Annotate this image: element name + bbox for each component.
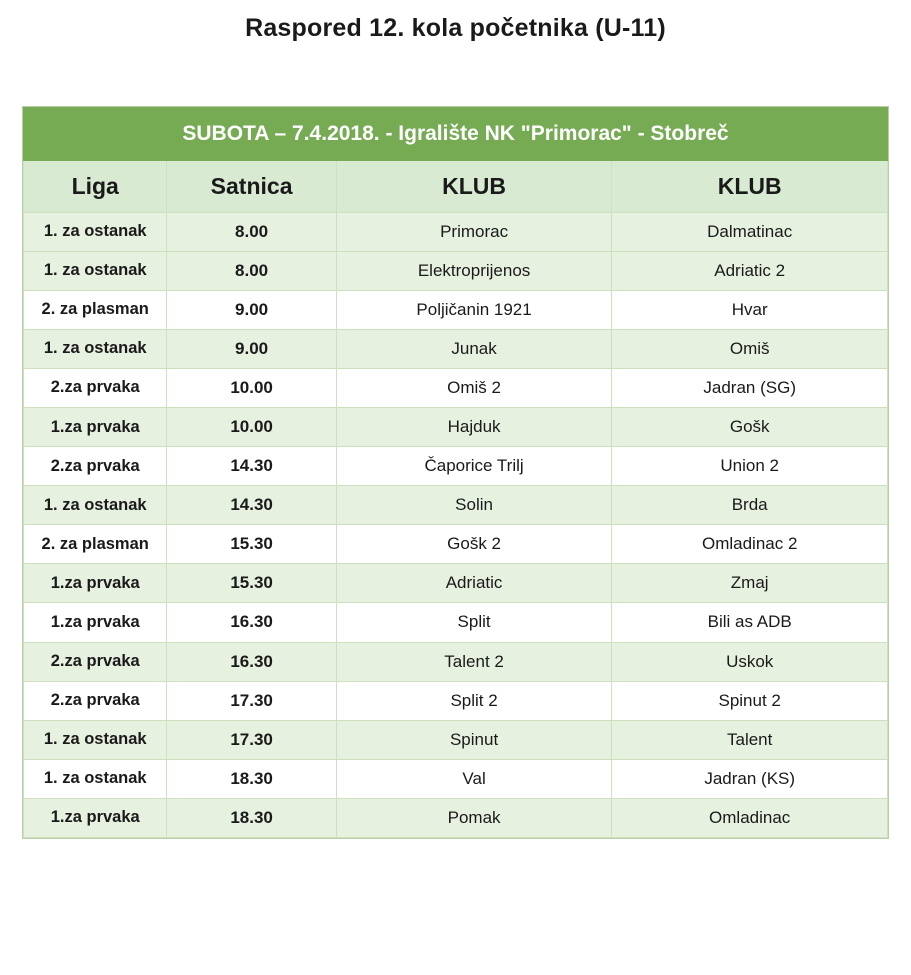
cell-klub-away: Spinut 2: [612, 681, 888, 720]
cell-klub-away: Omladinac 2: [612, 525, 888, 564]
cell-liga: 2.za prvaka: [24, 681, 167, 720]
cell-klub-away: Brda: [612, 486, 888, 525]
cell-klub-home: Split 2: [336, 681, 612, 720]
table-row: [24, 642, 888, 681]
cell-klub-home: Omiš 2: [336, 369, 612, 408]
table-row: [24, 408, 888, 447]
cell-liga: 1. za ostanak: [24, 330, 167, 369]
cell-klub-away: Jadran (KS): [612, 759, 888, 798]
cell-satnica: 16.30: [167, 603, 336, 642]
cell-klub-home: Solin: [336, 486, 612, 525]
table-row: [24, 525, 888, 564]
cell-klub-away: Zmaj: [612, 564, 888, 603]
schedule-banner: SUBOTA – 7.4.2018. - Igralište NK "Primorac" - Stobreč: [24, 108, 888, 161]
cell-satnica: 14.30: [167, 447, 336, 486]
cell-klub-away: Omladinac: [612, 798, 888, 837]
cell-satnica: 8.00: [167, 252, 336, 291]
cell-klub-home: Split: [336, 603, 612, 642]
cell-klub-away: Dalmatinac: [612, 213, 888, 252]
cell-liga: 1. za ostanak: [24, 486, 167, 525]
column-header-klub-home: KLUB: [336, 161, 612, 213]
table-row: [24, 759, 888, 798]
cell-liga: 1. za ostanak: [24, 720, 167, 759]
cell-liga: 1. za ostanak: [24, 759, 167, 798]
cell-satnica: 10.00: [167, 369, 336, 408]
table-row: [24, 603, 888, 642]
cell-liga: 2. za plasman: [24, 291, 167, 330]
table-row: [24, 681, 888, 720]
cell-klub-home: Pomak: [336, 798, 612, 837]
cell-liga: 1.za prvaka: [24, 564, 167, 603]
cell-klub-away: Talent: [612, 720, 888, 759]
cell-liga: 2.za prvaka: [24, 369, 167, 408]
cell-liga: 1. za ostanak: [24, 213, 167, 252]
cell-klub-home: Gošk 2: [336, 525, 612, 564]
cell-klub-home: Val: [336, 759, 612, 798]
cell-klub-home: Primorac: [336, 213, 612, 252]
table-row: [24, 369, 888, 408]
table-row: [24, 213, 888, 252]
cell-klub-home: Elektroprijenos: [336, 252, 612, 291]
schedule-banner-row: [24, 108, 888, 161]
cell-klub-home: Spinut: [336, 720, 612, 759]
cell-klub-home: Čaporice Trilj: [336, 447, 612, 486]
schedule-table: [23, 107, 888, 838]
cell-klub-away: Gošk: [612, 408, 888, 447]
cell-satnica: 16.30: [167, 642, 336, 681]
cell-liga: 1. za ostanak: [24, 252, 167, 291]
cell-satnica: 9.00: [167, 291, 336, 330]
cell-liga: 1.za prvaka: [24, 408, 167, 447]
cell-satnica: 8.00: [167, 213, 336, 252]
cell-satnica: 18.30: [167, 798, 336, 837]
table-row: [24, 564, 888, 603]
table-row: [24, 486, 888, 525]
cell-satnica: 17.30: [167, 681, 336, 720]
table-row: [24, 252, 888, 291]
cell-liga: 1.za prvaka: [24, 798, 167, 837]
table-row: [24, 447, 888, 486]
cell-liga: 2. za plasman: [24, 525, 167, 564]
cell-klub-away: Bili as ADB: [612, 603, 888, 642]
cell-satnica: 15.30: [167, 564, 336, 603]
cell-klub-away: Jadran (SG): [612, 369, 888, 408]
cell-satnica: 9.00: [167, 330, 336, 369]
column-header-satnica: Satnica: [167, 161, 336, 213]
cell-klub-away: Uskok: [612, 642, 888, 681]
cell-satnica: 14.30: [167, 486, 336, 525]
cell-klub-home: Adriatic: [336, 564, 612, 603]
cell-klub-away: Adriatic 2: [612, 252, 888, 291]
table-row: [24, 330, 888, 369]
table-row: [24, 720, 888, 759]
cell-klub-home: Junak: [336, 330, 612, 369]
cell-klub-home: Talent 2: [336, 642, 612, 681]
cell-liga: 2.za prvaka: [24, 642, 167, 681]
cell-klub-home: Hajduk: [336, 408, 612, 447]
cell-satnica: 17.30: [167, 720, 336, 759]
cell-klub-away: Hvar: [612, 291, 888, 330]
column-header-liga: Liga: [24, 161, 167, 213]
cell-klub-away: Omiš: [612, 330, 888, 369]
table-row: [24, 291, 888, 330]
cell-klub-away: Union 2: [612, 447, 888, 486]
column-header-klub-away: KLUB: [612, 161, 888, 213]
schedule-table-wrapper: [22, 106, 889, 839]
table-row: [24, 798, 888, 837]
cell-satnica: 10.00: [167, 408, 336, 447]
cell-liga: 2.za prvaka: [24, 447, 167, 486]
cell-liga: 1.za prvaka: [24, 603, 167, 642]
table-header-row: [24, 161, 888, 213]
page-title: Raspored 12. kola početnika (U-11): [245, 14, 666, 42]
cell-satnica: 15.30: [167, 525, 336, 564]
cell-satnica: 18.30: [167, 759, 336, 798]
cell-klub-home: Poljičanin 1921: [336, 291, 612, 330]
